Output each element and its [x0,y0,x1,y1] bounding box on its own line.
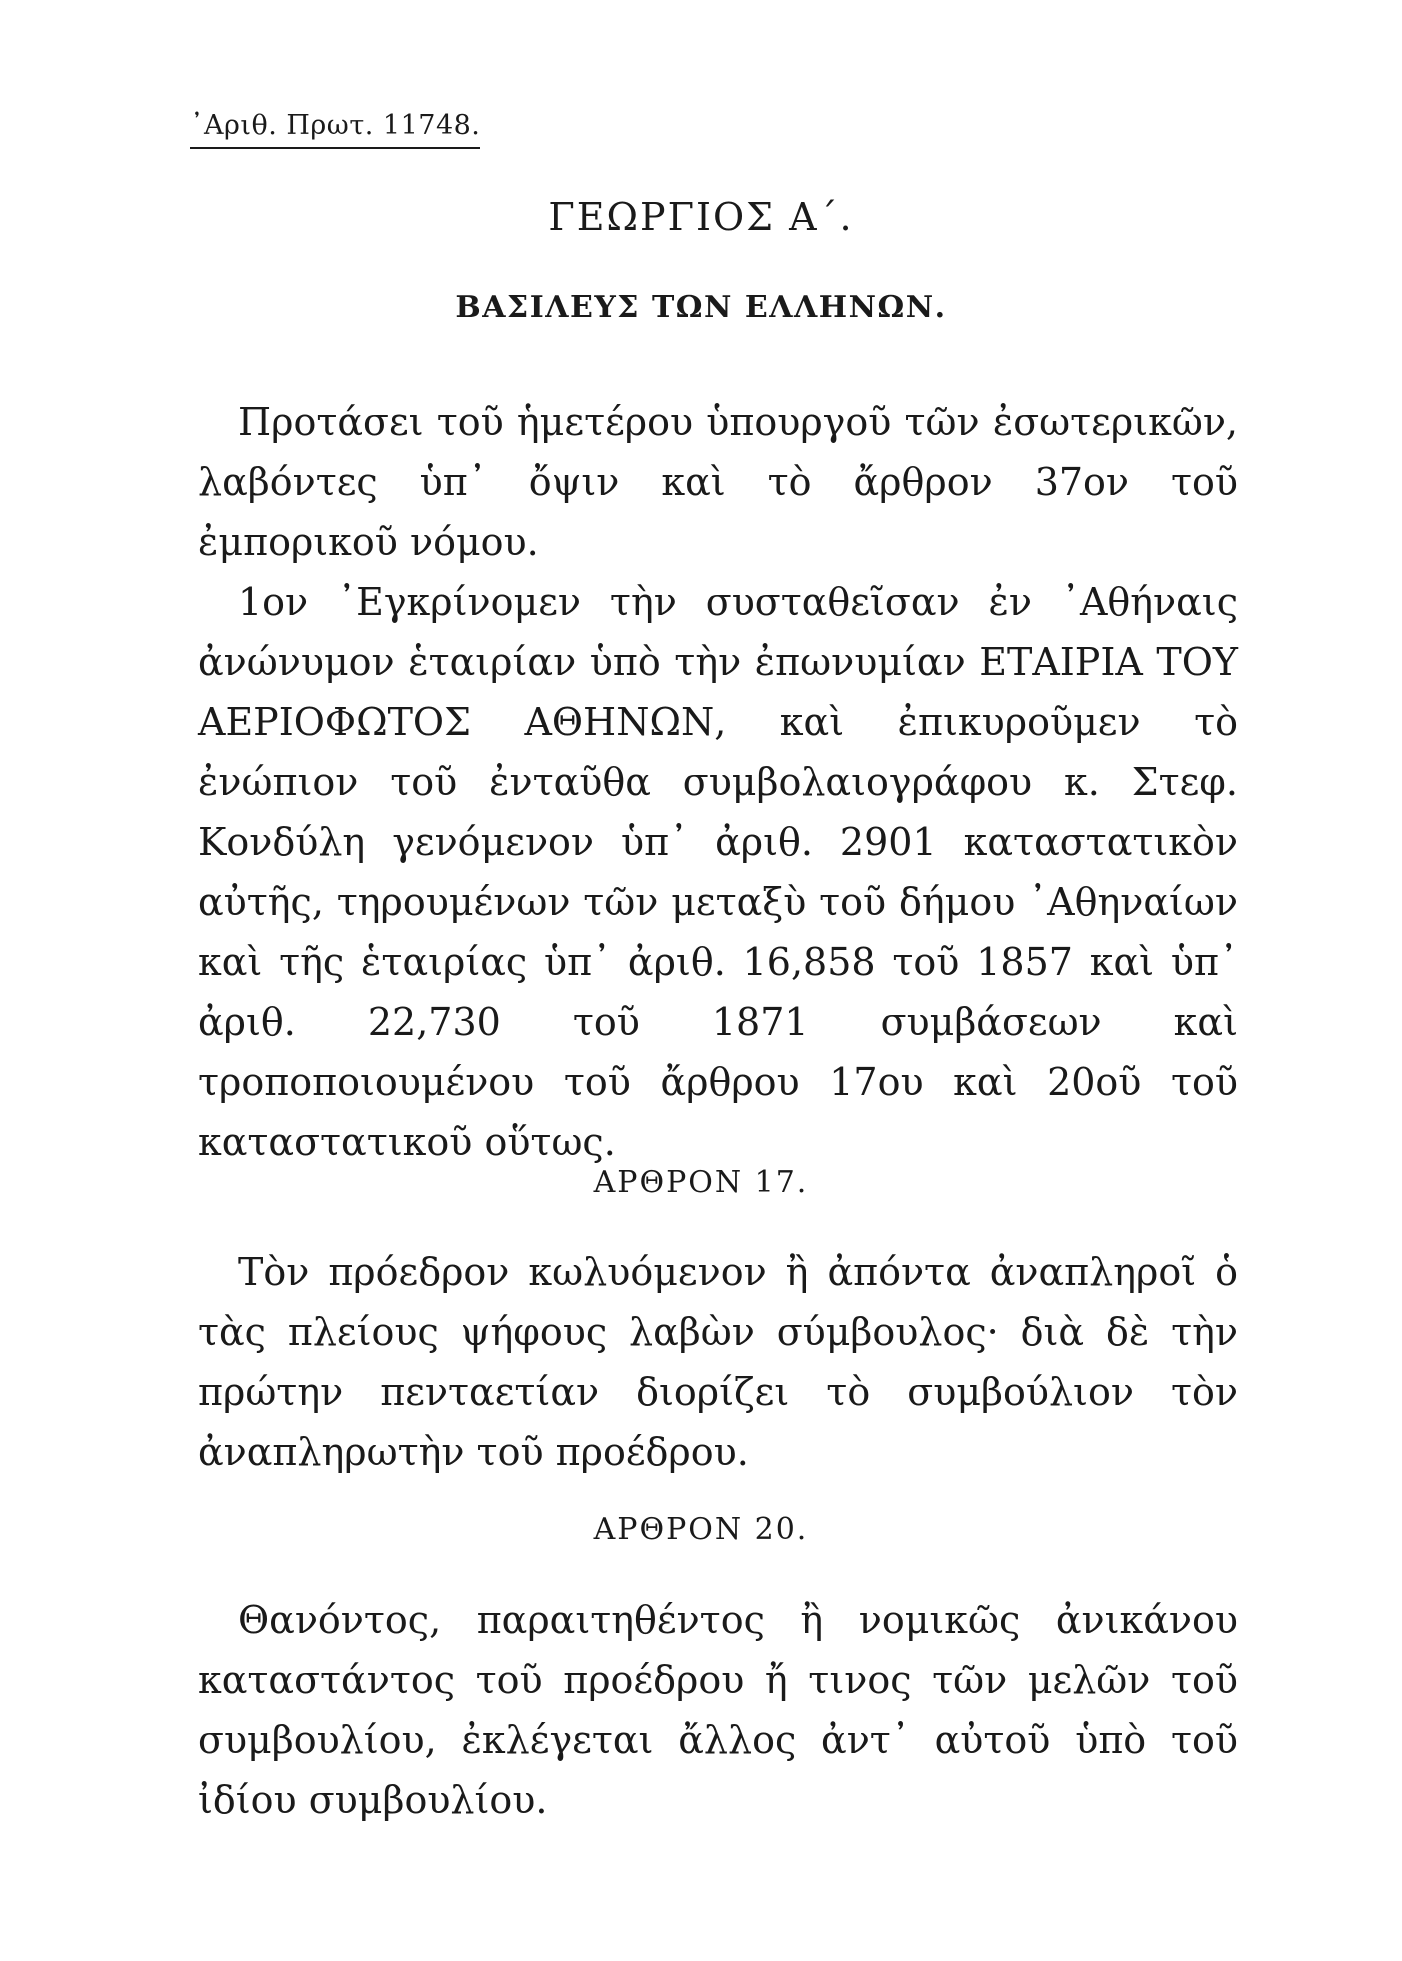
preamble-paragraph: Προτάσει τοῦ ἡμετέρου ὑπουργοῦ τῶν ἐσωτερικῶν, λαβόντες ὑπ᾿ ὄψιν καὶ τὸ ἄρθρον 37ον τοῦ ἐμπορικοῦ νόμου. [198,400,1238,564]
article-17-heading: ΑΡΘΡΟΝ 17. [593,1165,809,1200]
article-17-text: Τὸν πρόεδρον κωλυόμενον ἢ ἀπόντα ἀναπληροῖ ὁ τὰς πλείους ψήφους λαβὼν σύμβουλος· διὰ δὲ τὴν πρώτην πενταετίαν διορίζει τὸ συμβούλιον τὸν ἀναπληρωτὴν τοῦ προέδρου. [198,1250,1238,1474]
article-17-block [198,1242,1238,1482]
king-subtitle: ΒΑΣΙΛΕΥΣ ΤΩΝ ΕΛΛΗΝΩΝ. [455,290,947,325]
decree-block [198,572,1238,1172]
article-20-heading: ΑΡΘΡΟΝ 20. [593,1512,809,1547]
article-20-block [198,1590,1238,1830]
article-20-text: Θανόντος, παραιτηθέντος ἢ νομικῶς ἀνικάνου καταστάντος τοῦ προέδρου ἤ τινος τῶν μελῶν τοῦ συμβουλίου, ἐκλέγεται ἄλλος ἀντ᾿ αὐτοῦ ὑπὸ τοῦ ἰδίου συμβουλίου. [198,1598,1238,1822]
decree-paragraph: 1ον ᾿Εγκρίνομεν τὴν συσταθεῖσαν ἐν ᾿Αθήναις ἀνώνυμον ἑταιρίαν ὑπὸ τὴν ἐπωνυμίαν ΕΤΑΙΡΙΑ ΤΟΥ ΑΕΡΙΟΦΩΤΟΣ ΑΘΗΝΩΝ, καὶ ἐπικυροῦμεν τὸ ἐνώπιον τοῦ ἐνταῦθα συμβολαιογράφου κ. Στεφ. Κονδύλη γενόμενον ὑπ᾿ ἀριθ. 2901 καταστατικὸν αὐτῆς, τηρουμένων τῶν μεταξὺ τοῦ δήμου ᾿Αθηναίων καὶ τῆς ἑταιρίας ὑπ᾿ ἀριθ. 16,858 τοῦ 1857 καὶ ὑπ᾿ ἀριθ. 22,730 τοῦ 1871 συμβάσεων καὶ τροποποιουμένου τοῦ ἄρθρου 17ου καὶ 20οῦ τοῦ καταστατικοῦ οὕτως. [198,580,1238,1164]
protocol-number: ᾿Αριθ. Πρωτ. 11748. [190,110,480,149]
king-title: ΓΕΩΡΓΙΟΣ Α΄. [548,195,854,239]
preamble-block [198,392,1238,572]
